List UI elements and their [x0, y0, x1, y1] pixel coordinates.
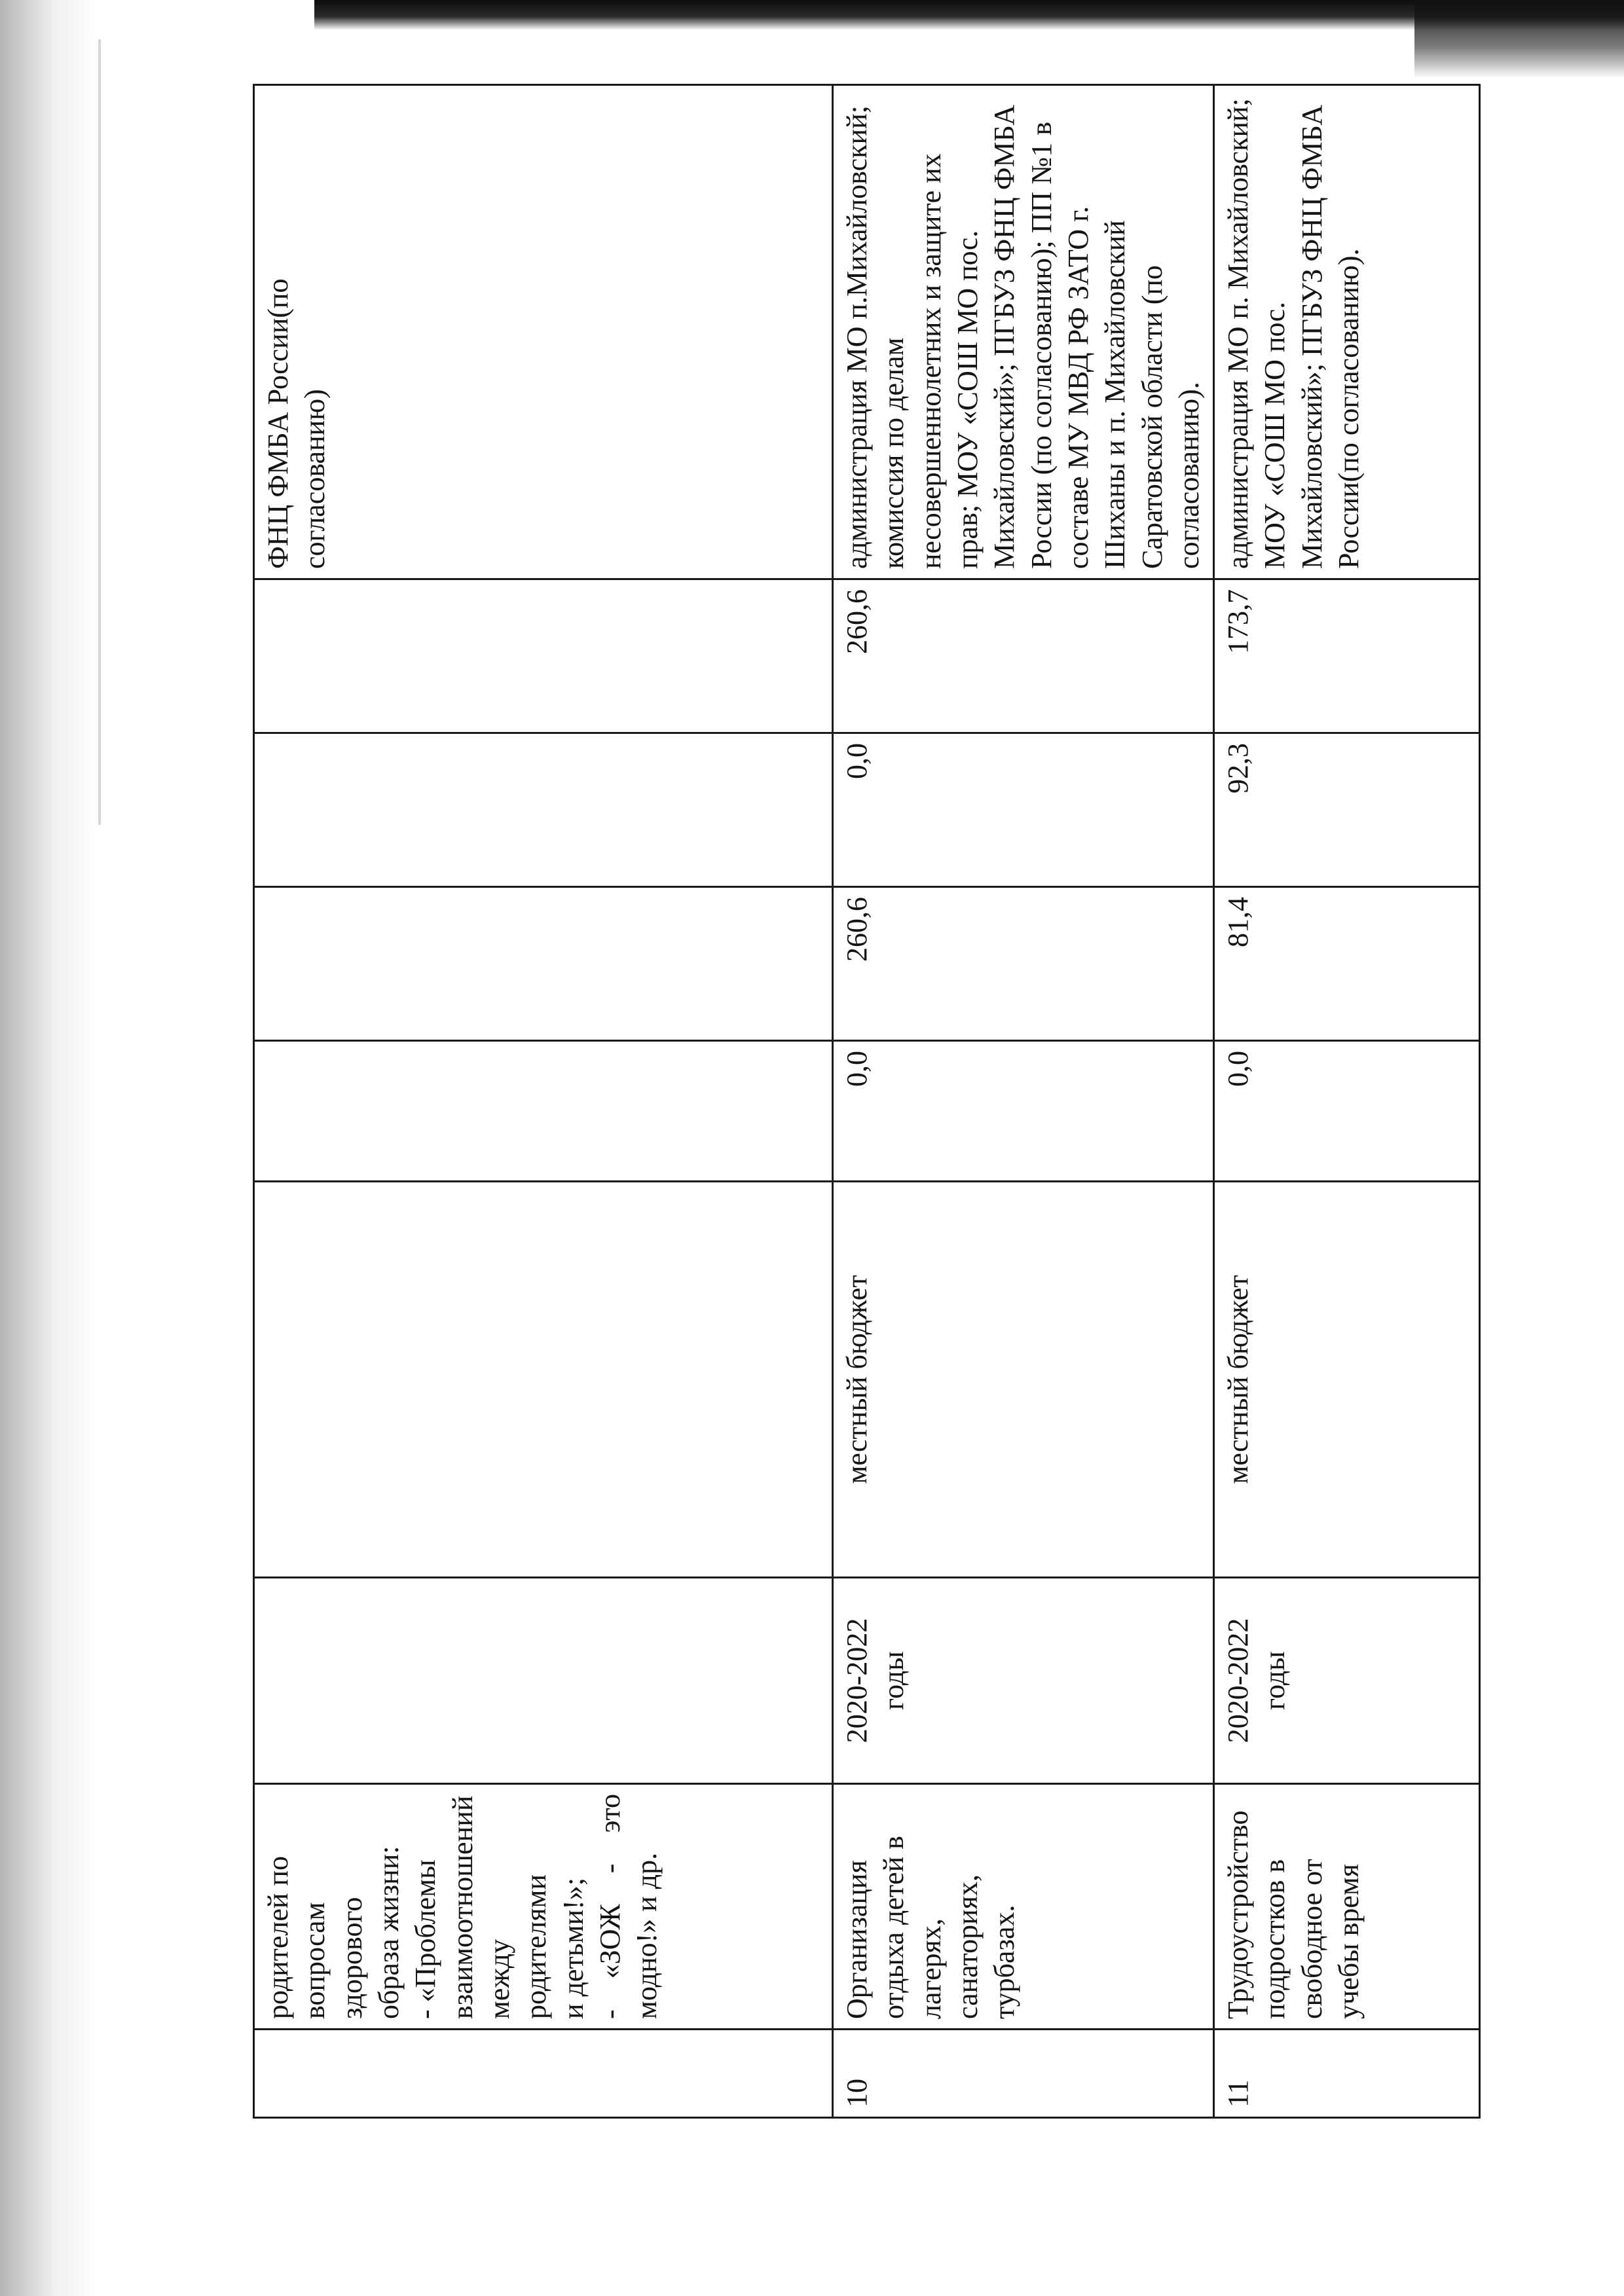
year-2020-cell: 260,6	[833, 887, 1214, 1041]
table-row	[833, 85, 1214, 2118]
event-cell: Организация отдыха детей в лагерях, санаториях, турбазах.	[833, 1784, 1214, 2030]
event-line: модно!» и др.	[631, 1852, 663, 2019]
year-2022-cell: 173,7	[1214, 579, 1480, 733]
event-cell: Трудоустройство подростков в свободное от учебы время	[1214, 1784, 1480, 2030]
executors-cell: администрация МО п.Михайловский; комиссия по делам несовершеннолетних и защите их прав; МОУ «СОШ МО пос. Михайловский»; ПГБУЗ ФНЦ ФМБА России (по согласованию); ПП №1 в составе МУ МВД РФ ЗАТО г. Шиханы и п. Михайловский Саратовской области (по согласованию).	[833, 85, 1214, 579]
event-line: образа жизни:	[372, 1846, 405, 2019]
source-cell: местный бюджет	[833, 1182, 1214, 1578]
event-line: и детьми!»;	[557, 1877, 589, 2019]
total-cell	[254, 1041, 833, 1182]
event-line: родителей по	[262, 1855, 294, 2019]
scan-fold-line	[98, 39, 101, 825]
source-cell: местный бюджет	[1214, 1182, 1480, 1578]
event-line: - «ЗОЖ - это	[593, 1794, 626, 2019]
year-2022-cell: 260,6	[833, 579, 1214, 733]
event-line: вопросам здорового	[299, 1897, 368, 2019]
period-cell: 2020-2022 годы	[833, 1578, 1214, 1784]
year-2020-cell	[254, 887, 833, 1041]
row-number-cell	[254, 2030, 833, 2118]
total-cell: 0,0	[1214, 1041, 1480, 1182]
period-cell	[254, 1578, 833, 1784]
year-2022-cell	[254, 579, 833, 733]
executors-cell: ФНЦ ФМБА России(по согласованию)	[254, 85, 833, 579]
table-row	[254, 85, 833, 2118]
event-line: между родителями	[483, 1874, 553, 2019]
table-row	[1214, 85, 1480, 2118]
source-cell	[254, 1182, 833, 1578]
year-2021-cell: 0,0	[833, 733, 1214, 887]
event-line: - «Проблемы	[409, 1859, 442, 2019]
event-line: взаимоотношений	[446, 1795, 479, 2019]
year-2021-cell: 92,3	[1214, 733, 1480, 887]
row-number-cell: 10	[833, 2030, 1214, 2118]
year-2020-cell: 81,4	[1214, 887, 1480, 1041]
rotated-page	[253, 86, 1451, 2119]
event-cell	[254, 1784, 833, 2030]
row-number-cell: 11	[1214, 2030, 1480, 2118]
total-cell: 0,0	[833, 1041, 1214, 1182]
year-2021-cell	[254, 733, 833, 887]
scan-shadow-left	[0, 0, 98, 2296]
period-cell: 2020-2022 годы	[1214, 1578, 1480, 1784]
executors-cell: администрация МО п. Михайловский; МОУ «СОШ МО пос. Михайловский»; ПГБУЗ ФНЦ ФМБА России(по согласованию).	[1214, 85, 1480, 579]
scan-shadow-top-right	[1414, 0, 1624, 79]
program-table	[253, 84, 1481, 2119]
